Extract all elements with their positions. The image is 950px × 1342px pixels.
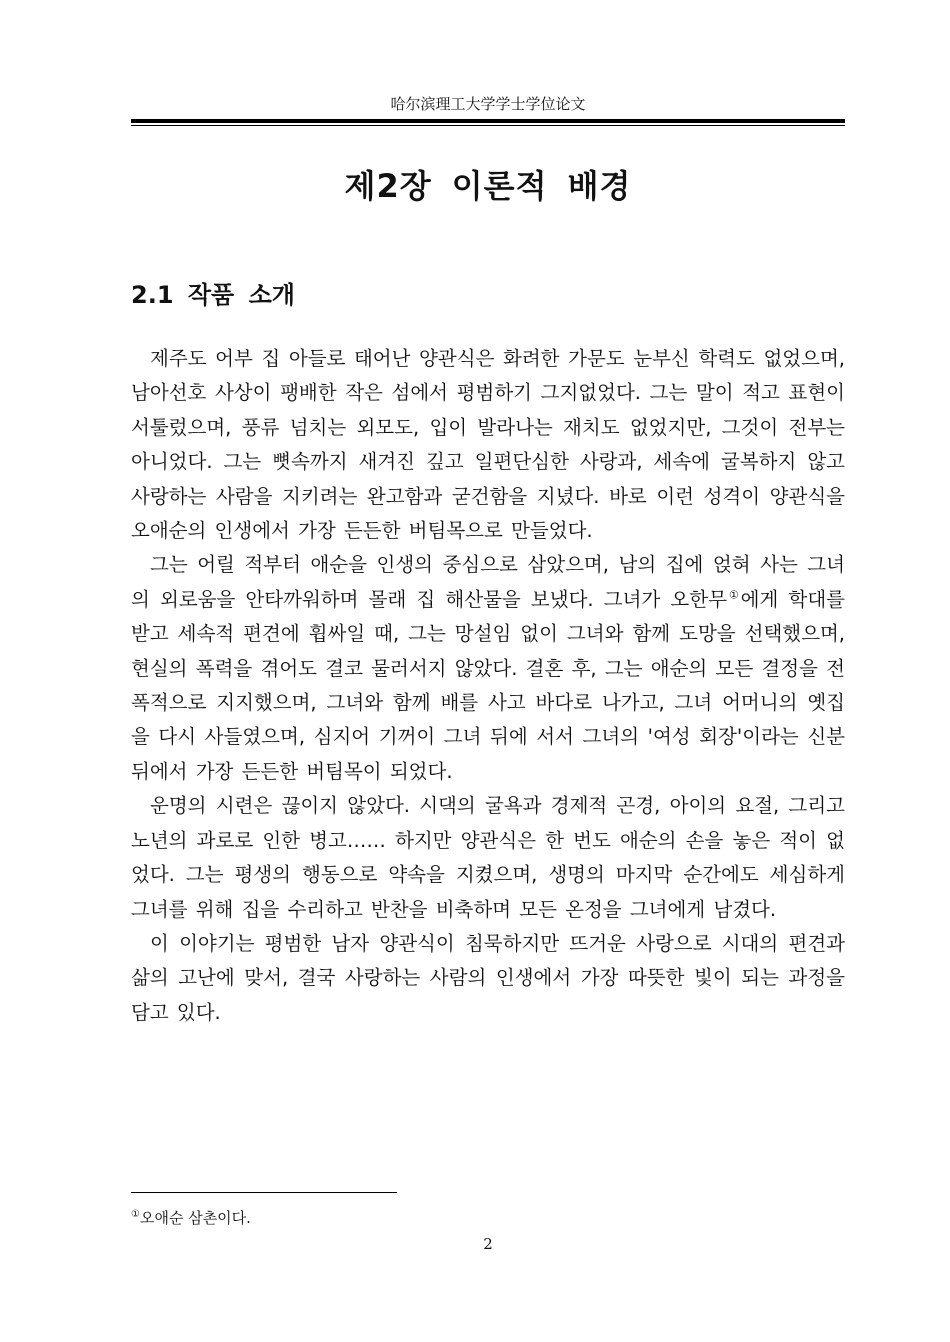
page-number: 2: [483, 1235, 493, 1253]
header-rule-thin: [131, 125, 845, 126]
paragraph-4: 이 이야기는 평범한 남자 양관식이 침묵하지만 뜨거운 사랑으로 시대의 편견과 삶의 고난에 맞서, 결국 사랑하는 사람의 인생에서 가장 따뜻한 빛이 되는 과정을 담고 있다.: [131, 931, 845, 1024]
footnote-reference: ①: [726, 588, 741, 602]
paragraph-1: 제주도 어부 집 아들로 태어난 양관식은 화려한 가문도 눈부신 학력도 없었으며, 남아선호 사상이 팽배한 작은 섬에서 평범하기 그지없었다. 그는 말이 적고 표현이 서툴렀으며, 풍류 넘치는 외모도, 입이 발라나는 재치도 없었지만, 그것이 전부는 아니었다. 그는 뼛속까지 새겨진 깊고 일편단심한 사랑과, 세속에 굴복하지 않고 사랑하는 사람을 지키려는 완고함과 굳건함을 지녔다. 바로 이런 성격이 양관식을 오애순의 인생에서 가장 든든한 버팀목으로 만들었다.: [131, 347, 845, 543]
header-rule-thick: [131, 119, 845, 123]
paragraph-3: 운명의 시련은 끊이지 않았다. 시댁의 굴욕과 경제적 곤경, 아이의 요절, 그리고 노년의 과로로 인한 병고…… 하지만 양관식은 한 번도 애순의 손을 놓은 적이 없었다. 그는 평생의 행동으로 약속을 지켰으며, 생명의 마지막 순간에도 세심하게 그녀를 위해 집을 수리하고 반찬을 비축하며 모든 온정을 그녀에게 남겼다.: [131, 794, 845, 921]
running-header: 哈尔滨理工大学学士学位论文: [390, 95, 586, 113]
paragraph-2: [131, 548, 845, 789]
footnote-text: 오애순 삼촌이다.: [139, 1209, 251, 1227]
section-heading: 2.1 작품 소개: [131, 281, 295, 309]
footnote-mark: ①: [131, 1209, 140, 1220]
chapter-title: 제2장 이론적 배경: [344, 167, 632, 205]
paragraph-2-text-after: 에게 학대를 받고 세속적 편견에 휩싸일 때, 그는 망설임 없이 그녀와 함께 도망을 선택했으며, 현실의 폭력을 겪어도 결코 물러서지 않았다. 결혼 후, 그는 애순의 모든 결정을 전폭적으로 지지했으며, 그녀와 함께 배를 사고 바다로 나가고, 그녀 어머니의 옛집을 다시 사들였으며, 심지어 기꺼이 그녀 뒤에 서서 그녀의 '여성 회장'이라는 신분 뒤에서 가장 든든한 버팀목이 되었다.: [131, 587, 845, 783]
paragraph-2-text-before: 그는 어릴 적부터 애순을 인생의 중심으로 삼았으며, 남의 집에 얹혀 사는 그녀의 외로움을 안타까워하며 몰래 집 해산물을 보냈다. 그녀가 오한무: [131, 553, 845, 611]
footnote: [131, 1207, 251, 1229]
footnote-separator: [131, 1192, 397, 1193]
body-text: [131, 342, 845, 1030]
